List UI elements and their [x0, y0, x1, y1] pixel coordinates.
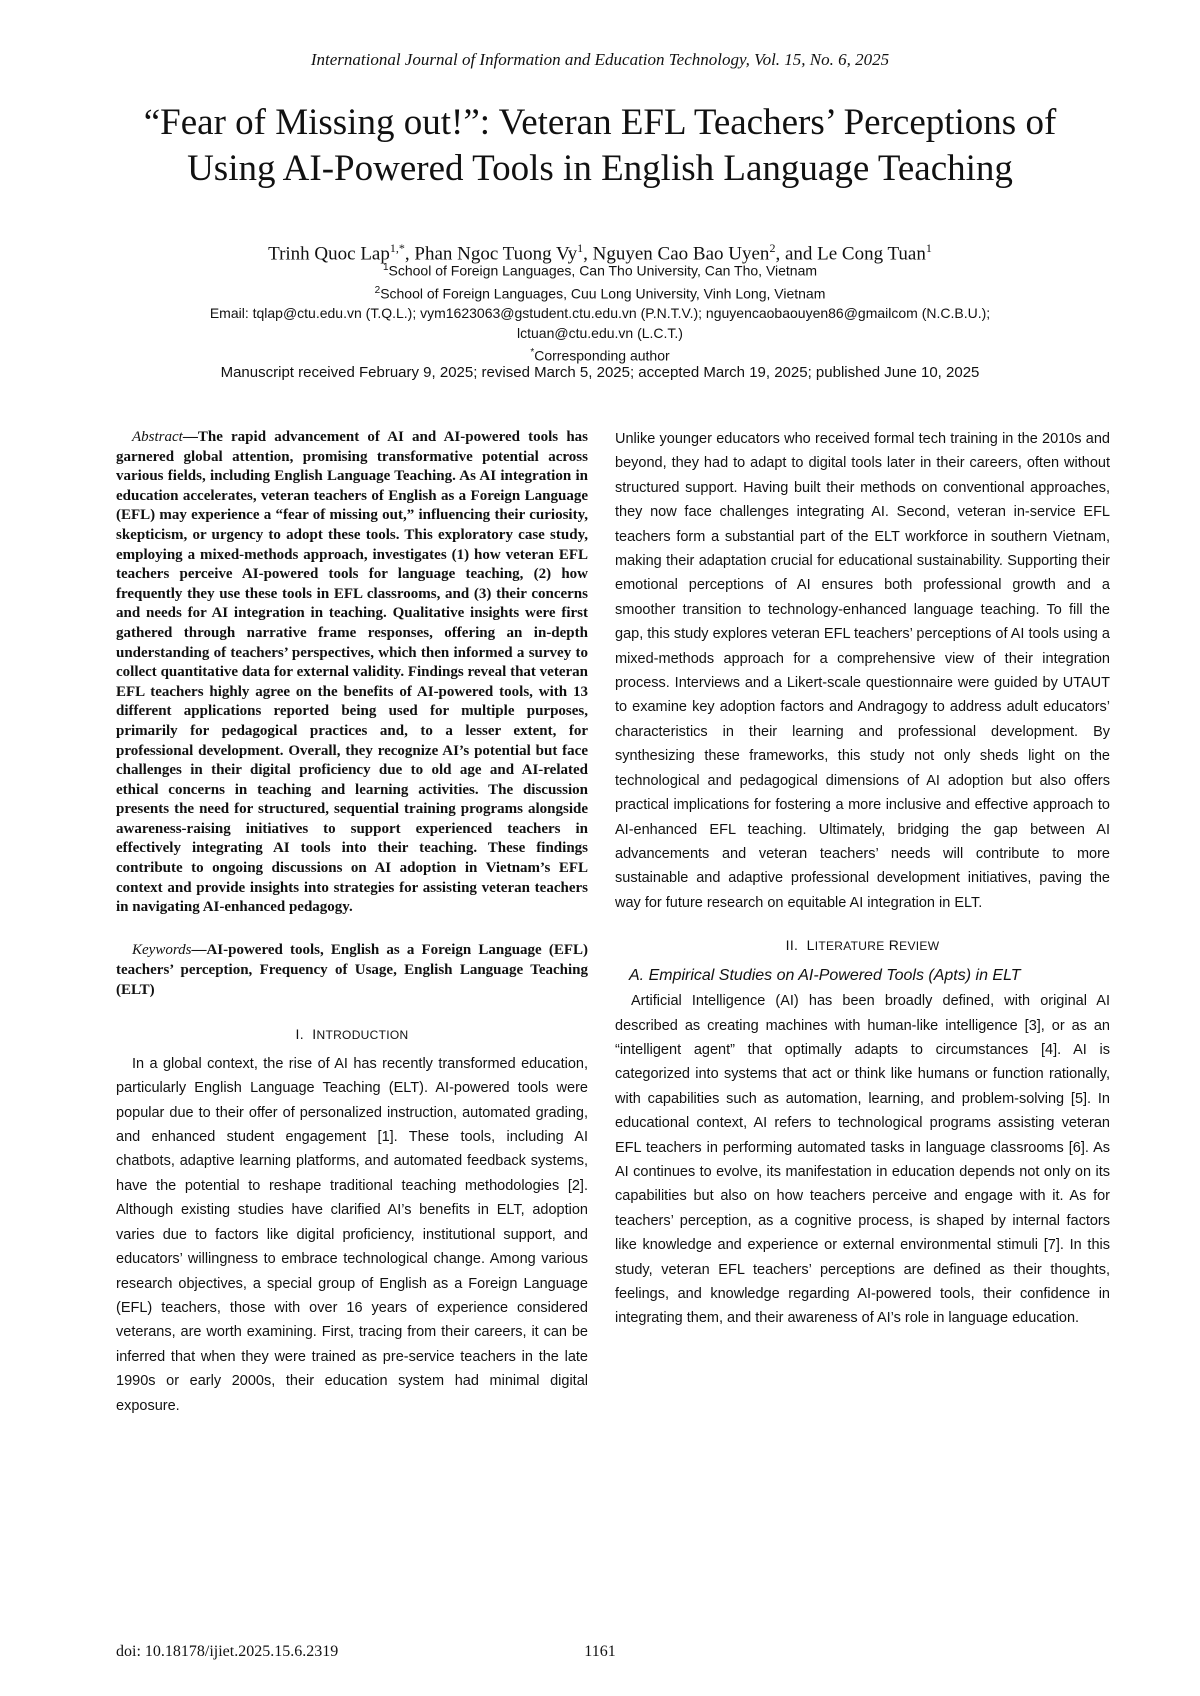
subsection-heading-a: A. Empirical Studies on AI-Powered Tools (Apts) in ELT [629, 967, 1021, 985]
introduction-paragraph: In a global context, the rise of AI has recently transformed education, particularly English Language Teaching (ELT). AI-powered tools were popular due to their offer of personalized instruction, automated grading, and enhanced student engagement [1]. These tools, including AI chatbots, adaptive learning platforms, and automated feedback systems, have the potential to reshape traditional teaching methodologies [2]. Although existing studies have clarified AI’s benefits in ELT, adoption varies due to factors like digital proficiency, institutional support, and educators’ willingness to embrace technological change. Among various research objectives, a special group of English as a Foreign Language (EFL) teachers, those with over 16 years of experience considered veterans, are worth examining. First, tracing from their careers, it can be inferred that when they were trained as pre-service teachers in the late 1990s or early 2000s, their education system had minimal digital exposure. [116, 1055, 588, 1414]
section-heading-introduction: I. INTRODUCTION [295, 1025, 409, 1042]
keywords-text: AI-powered tools, English as a Foreign Language (EFL) teachers’ perception, Frequency of Usage, English Language Teaching (ELT) [116, 941, 588, 998]
title-line-1: “Fear of Missing out!”: Veteran EFL Teachers’ Perceptions of [143, 102, 1057, 143]
email-line-2: lctuan@ctu.edu.vn (L.C.T.) [517, 325, 683, 342]
keywords-label: Keywords [132, 941, 192, 958]
affiliation-2: $^2$School of Foreign Languages, Cuu Long University, Vinh Long, Vietnam [374, 284, 826, 302]
abstract: Abstract—The rapid advancement of AI and AI-powered tools has garnered global attention, promising transformative potential across various fields, including English Language Teaching. As AI integration in education accelerates, veteran teachers of English as a Foreign Language (EFL) may experience a “fear of missing out,” influencing their curiosity, skepticism, or urgency to adopt these tools. This exploratory case study, employing a mixed-methods approach, investigates (1) how veteran EFL teachers perceive AI-powered tools for language teaching, (2) how frequently they use these tools in EFL classrooms, and (3) their concerns and needs for AI integration in teaching. Qualitative insights were first gathered through narrative frame responses, offering an in-depth understanding of teachers’ perspectives, which then informed a survey to collect quantitative data for external validity. Findings reveal that veteran EFL teachers highly agree on the benefits of AI-powered tools, with 13 different applications reported being used for multiple purposes, primarily for pedagogical practices and, to a lesser extent, for professional development. Overall, they recognize AI’s potential but face challenges in their digital proficiency due to old age and AI-related ethical concerns in teaching and learning activities. The discussion presents the need for structured, sequential training programs alongside awareness-raising initiatives to support experienced teachers in effectively integrating AI tools into their teaching. These findings contribute to ongoing discussions on AI adoption in Vietnam’s EFL context and provide insights into strategies for assisting veteran teachers in navigating AI-enhanced pedagogy. [116, 429, 588, 916]
author-name: Trinh Quoc Lap [268, 243, 390, 265]
left-column [116, 428, 588, 1418]
author-name: Nguyen Cao Bao Uyen [592, 243, 770, 265]
author-name: Phan Ngoc Tuong Vy [414, 243, 578, 265]
manuscript-dates: Manuscript received February 9, 2025; revised March 5, 2025; accepted March 19, 2025; published June 10, 2025 [220, 364, 980, 381]
journal-header: International Journal of Information and Education Technology, Vol. 15, No. 6, 2025 [310, 50, 890, 69]
paper-title [100, 100, 1100, 192]
section-heading-literature-review: II. LITERATURE REVIEW [785, 937, 940, 954]
author-affiliation-mark: 1 [925, 241, 932, 255]
author-separator: , [583, 243, 593, 265]
title-line-2: Using AI-Powered Tools in English Language Teaching [187, 148, 1013, 189]
email-line-1: Email: tqlap@ctu.edu.vn (T.Q.L.); vym1623063@gstudent.ctu.edu.vn (P.N.T.V.); nguyencaobaouyen86@gmailcom (N.C.B.U.); [209, 305, 991, 322]
doi: doi: 10.18178/ijiet.2025.15.6.2319 [116, 1643, 339, 1660]
keywords: Keywords—AI-powered tools, English as a Foreign Language (EFL) teachers’ perception, Frequency of Usage, English Language Teaching (ELT) [116, 941, 588, 998]
author-separator: , and [775, 243, 818, 265]
author-affiliation-mark: 1,* [389, 241, 405, 255]
author-affiliation-mark: 1 [577, 241, 584, 255]
corresponding-author-note: *Corresponding author [530, 347, 670, 364]
introduction-continued-paragraph: Unlike younger educators who received formal tech training in the 2010s and beyond, they had to adapt to digital tools later in their careers, often without structured support. Having built their methods on conventional approaches, they now face challenges integrating AI. Second, veteran in-service EFL teachers form a substantial part of the ELT workforce in southern Vietnam, making their adaptation crucial for educational sustainability. Supporting their emotional perceptions of AI ensures both professional growth and a smoother transition to technology-enhanced language teaching. To fill the gap, this study explores veteran EFL teachers’ perceptions of AI tools using a mixed-methods approach for a comprehensive view of their integration process. Interviews and a Likert-scale questionnaire were guided by UTAUT to examine key adoption factors and Andragogy to address adult educators’ characteristics in their learning and professional development. By synthesizing these frameworks, this study not only sheds light on the technological and pedagogical dimensions of AI adoption but also offers practical implications for fostering a more inclusive and effective approach to AI-enhanced EFL teaching. Ultimately, bridging the gap between AI advancements and veteran teachers’ needs will contribute to more sustainable and adaptive professional development initiatives, paving the way for future research on equitable AI integration in ELT. [615, 431, 1110, 911]
right-column [615, 427, 1110, 1331]
page-number: 1161 [584, 1643, 616, 1660]
author-affiliation-mark: 2 [769, 241, 776, 255]
affiliation-1: $^1$School of Foreign Languages, Can Tho University, Can Tho, Vietnam [382, 262, 818, 279]
abstract-text: The rapid advancement of AI and AI-powered tools has garnered global attention, promising transformative potential across various fields, including English Language Teaching. As AI integration in education accelerates, veteran teachers of English as a Foreign Language (EFL) may experience a “fear of missing out,” influencing their curiosity, skepticism, or urgency to adopt these tools. This exploratory case study, employing a mixed-methods approach, investigates (1) how veteran EFL teachers perceive AI-powered tools for language teaching, (2) how frequently they use these tools in EFL classrooms, and (3) their concerns and needs for AI integration in teaching. Qualitative insights were first gathered through narrative frame responses, offering an in-depth understanding of teachers’ perspectives, which then informed a survey to collect quantitative data for external validity. Findings reveal that veteran EFL teachers highly agree on the benefits of AI-powered tools, with 13 different applications reported being used for multiple purposes, primarily for pedagogical practices and, to a lesser extent, for professional development. Overall, they recognize AI’s potential but face challenges in their digital proficiency due to old age and AI-related ethical concerns in teaching and learning activities. The discussion presents the need for structured, sequential training programs alongside awareness-raising initiatives to support experienced teachers in effectively integrating AI tools into their teaching. These findings contribute to ongoing discussions on AI adoption in Vietnam’s EFL context and provide insights into strategies for assisting veteran teachers in navigating AI-enhanced pedagogy. [116, 429, 588, 916]
affiliation-block [100, 258, 1100, 366]
author-separator: , [404, 243, 415, 265]
author-name: Le Cong Tuan [817, 243, 926, 265]
abstract-label: Abstract [132, 429, 183, 445]
literature-paragraph: Artificial Intelligence (AI) has been broadly defined, with original AI described as creating machines with human-like intelligence [3], or as an “intelligent agent” that optimally adapts to circumstances [4]. AI is categorized into systems that act or think like humans or function rationally, with capabilities such as automation, learning, and problem-solving [5]. In educational context, AI refers to technological programs assisting veteran EFL teachers in performing automated tasks in language classrooms [6]. As AI continues to evolve, its manifestation in education depends not only on its capabilities but also on how teachers perceive and engage with it. As for teachers’ perception, as a cognitive process, is shaped by internal factors like knowledge and experience or external environmental stimuli [7]. In this study, veteran EFL teachers’ perceptions are defined as their thoughts, feelings, and knowledge regarding AI-powered tools, their confidence in integrating them, and their awareness of AI’s role in language education. [615, 993, 1110, 1327]
